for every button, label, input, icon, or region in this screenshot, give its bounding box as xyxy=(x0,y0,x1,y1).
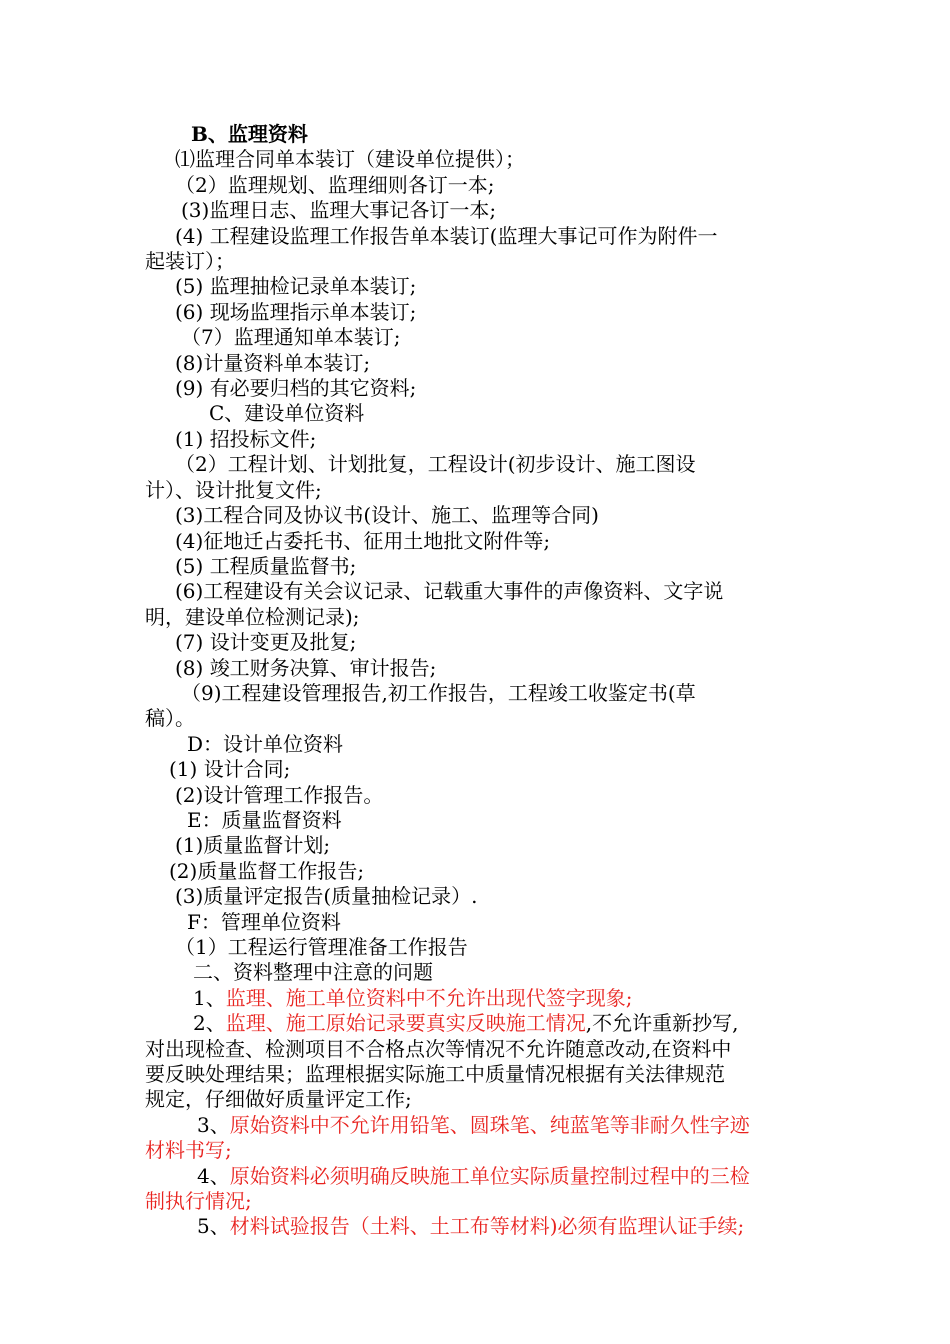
section-b-item: (3)监理日志、监理大事记各订一本; xyxy=(181,198,497,223)
note-3 xyxy=(145,1113,807,1138)
section-b-item: （2）监理规划、监理细则各订一本; xyxy=(175,172,495,197)
note-4-line: 制执行情况; xyxy=(145,1189,252,1214)
section-c-item: 明，建设单位检测记录); xyxy=(145,604,360,629)
note-highlight: 原始资料必须明确反映施工单位实际质量控制过程中的三检 xyxy=(229,1163,750,1188)
note-number: 1、 xyxy=(193,985,226,1010)
section-c-item: (5) 工程质量监督书; xyxy=(175,553,357,578)
note-4 xyxy=(145,1164,807,1189)
note-2-line: 规定，仔细做好质量评定工作; xyxy=(145,1087,412,1112)
note-number: 4、 xyxy=(197,1163,230,1188)
section-e-item: (2)质量监督工作报告; xyxy=(169,858,365,883)
section-b-item: (8)计量资料单本装订; xyxy=(175,350,371,375)
note-3-line: 材料书写; xyxy=(145,1138,232,1163)
note-5 xyxy=(145,1214,807,1239)
note-highlight: 原始资料中不允许用铅笔、圆珠笔、纯蓝笔等非耐久性字迹 xyxy=(229,1112,750,1137)
note-highlight: 监理、施工单位资料中不允许出现代签字现象; xyxy=(225,985,633,1010)
section-c-item: (8) 竣工财务决算、审计报告; xyxy=(175,655,437,680)
section-b-item: ⑴监理合同单本装订（建设单位提供）； xyxy=(175,147,525,172)
section-c-item: (4)征地迁占委托书、征用土地批文附件等; xyxy=(175,528,551,553)
note-text: ,不允许重新抄写, xyxy=(585,1011,739,1036)
section-e-item: (1)质量监督计划; xyxy=(175,833,331,858)
note-highlight: 监理、施工原始记录要真实反映施工情况 xyxy=(225,1011,586,1036)
section-b-item: (6) 现场监理指示单本装订; xyxy=(175,299,417,324)
section-f-heading: F：管理单位资料 xyxy=(187,909,341,934)
section-d-item: (1) 设计合同; xyxy=(169,757,291,782)
section-b-heading: B、监理资料 xyxy=(191,122,308,146)
section-b-item: （7）监理通知单本装订; xyxy=(181,325,401,350)
notes-heading: 二、资料整理中注意的问题 xyxy=(193,960,433,985)
document-body xyxy=(145,122,807,1240)
section-f-item: （1）工程运行管理准备工作报告 xyxy=(175,935,468,959)
note-number: 2、 xyxy=(193,1011,226,1036)
section-c-item: （9)工程建设管理报告,初工作报告，工程竣工收鉴定书(草 xyxy=(181,680,696,705)
section-c-item: (7) 设计变更及批复; xyxy=(175,630,357,655)
section-b-item: (5) 监理抽检记录单本装订; xyxy=(175,274,417,299)
note-2-line: 对出现检查、检测项目不合格点次等情况不允许随意改动,在资料中 xyxy=(145,1036,732,1061)
section-c-heading: C、建设单位资料 xyxy=(209,401,365,426)
note-2-line: 要反映处理结果；监理根据实际施工中质量情况根据有关法律规范 xyxy=(145,1062,725,1087)
section-d-heading: D：设计单位资料 xyxy=(187,731,344,756)
note-2 xyxy=(145,1011,807,1036)
section-b-item: (4) 工程建设监理工作报告单本装订(监理大事记可作为附件一 xyxy=(175,223,718,248)
section-b-item: (9) 有必要归档的其它资料; xyxy=(175,376,417,401)
section-c-item: (6)工程建设有关会议记录、记载重大事件的声像资料、文字说 xyxy=(175,579,724,604)
section-d-item: (2)设计管理工作报告。 xyxy=(175,782,384,807)
section-c-item: (3)工程合同及协议书(设计、施工、监理等合同) xyxy=(175,503,599,528)
note-number: 5、 xyxy=(197,1214,230,1239)
section-c-item: 稿）。 xyxy=(145,706,195,731)
note-number: 3、 xyxy=(197,1112,230,1137)
section-c-item: (1) 招投标文件; xyxy=(175,426,317,451)
note-1 xyxy=(145,986,807,1011)
note-highlight: 材料试验报告（土料、土工布等材料)必须有监理认证手续; xyxy=(229,1214,745,1239)
section-c-item: （2）工程计划、计划批复，工程设计(初步设计、施工图设 xyxy=(175,452,696,477)
section-e-item: (3)质量评定报告(质量抽检记录）. xyxy=(175,884,478,909)
section-e-heading: E：质量监督资料 xyxy=(187,807,342,832)
section-c-item: 计）、设计批复文件; xyxy=(145,477,322,502)
section-b-item: 起装订）； xyxy=(145,249,235,274)
